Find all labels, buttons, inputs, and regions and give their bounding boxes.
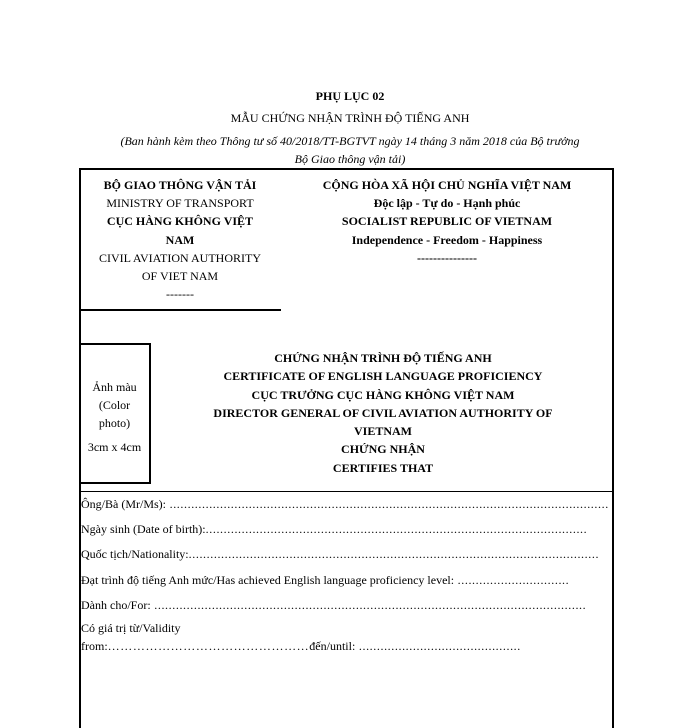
issued-note-line-2: Bộ Giao thông vận tải) (294, 152, 406, 166)
ministry-vi: BỘ GIAO THÔNG VẬN TẢI (103, 178, 257, 192)
form-title: MẪU CHỨNG NHẬN TRÌNH ĐỘ TIẾNG ANH (230, 111, 470, 125)
field-name-label: Ông/Bà (Mr/Ms): (81, 497, 166, 511)
authority-vi-line-1: CỤC HÀNG KHÔNG VIỆT (106, 214, 254, 229)
issuer-rule (80, 309, 281, 311)
republic-motto-en: Independence - Freedom - Happiness (351, 232, 543, 247)
director-en-line-1: DIRECTOR GENERAL OF CIVIL AVIATION AUTHORITY OF (213, 405, 553, 420)
certificate-title-vi: CHỨNG NHẬN TRÌNH ĐỘ TIẾNG ANH (274, 351, 492, 365)
field-nationality: Quốc tịch/Nationality:.................................................................................................................. (81, 547, 600, 561)
director-en-line-2: VIETNAM (353, 424, 412, 439)
issued-note (0, 132, 700, 168)
field-level-label: Đạt trình độ tiếng Anh mức/Has achieved English language proficiency level: (81, 573, 455, 587)
field-name: Ông/Bà (Mr/Ms): .......................................................................................................................... (81, 497, 609, 511)
authority-vi-line-2: NAM (165, 232, 195, 247)
issued-note-line-1: (Ban hành kèm theo Thông tư số 40/2018/TT-BGTVT ngày 14 tháng 3 năm 2018 của Bộ trưởng (120, 134, 580, 148)
field-nationality-label: Quốc tịch/Nationality: (81, 547, 189, 561)
authority-en-line-2: OF VIET NAM (141, 269, 219, 284)
field-validity-label: Có giá trị từ/Validity (81, 621, 181, 635)
ministry-en: MINISTRY OF TRANSPORT (106, 196, 254, 211)
certificate-title-en: CERTIFICATE OF ENGLISH LANGUAGE PROFICIENCY (223, 369, 543, 384)
field-for-label: Dành cho/For: (81, 598, 151, 612)
republic-divider: --------------- (417, 250, 477, 265)
republic-motto-vi: Độc lập - Tự do - Hạnh phúc (373, 196, 521, 211)
photo-box (80, 343, 151, 484)
photo-label-vi: Ảnh màu (92, 380, 137, 394)
field-separator (80, 491, 614, 492)
photo-label-en-2: photo) (98, 416, 131, 430)
certifies-en: CERTIFIES THAT (332, 460, 434, 475)
field-dob: Ngày sinh (Date of birth):.......................................................................................................... (81, 522, 588, 536)
appendix-label: PHỤ LỤC 02 (315, 89, 385, 103)
field-validity-until: đến/until: (309, 639, 356, 653)
field-level: Đạt trình độ tiếng Anh mức/Has achieved English language proficiency level: ............................... (81, 573, 570, 587)
field-validity (81, 621, 181, 636)
issuer-block (80, 176, 280, 303)
field-dob-label: Ngày sinh (Date of birth): (81, 522, 206, 536)
republic-name-vi: CỘNG HÒA XÃ HỘI CHỦ NGHĨA VIỆT NAM (322, 178, 572, 192)
photo-size: 3cm x 4cm (87, 440, 142, 454)
photo-label-en-1: (Color (98, 398, 131, 412)
field-validity-range: from:…………………………………………đến/until: ............................................. (81, 639, 521, 653)
authority-en-line-1: CIVIL AVIATION AUTHORITY (99, 250, 261, 265)
director-vi: CỤC TRƯỞNG CỤC HÀNG KHÔNG VIỆT NAM (251, 387, 515, 402)
republic-block (280, 176, 614, 267)
republic-name-en: SOCIALIST REPUBLIC OF VIETNAM (341, 214, 553, 229)
field-validity-from: from: (81, 639, 108, 653)
certificate-heading (152, 349, 614, 477)
issuer-divider: ------- (166, 287, 194, 302)
certifies-vi: CHỨNG NHẬN (341, 442, 425, 457)
field-for: Dành cho/For: ........................................................................................................................ (81, 598, 587, 612)
